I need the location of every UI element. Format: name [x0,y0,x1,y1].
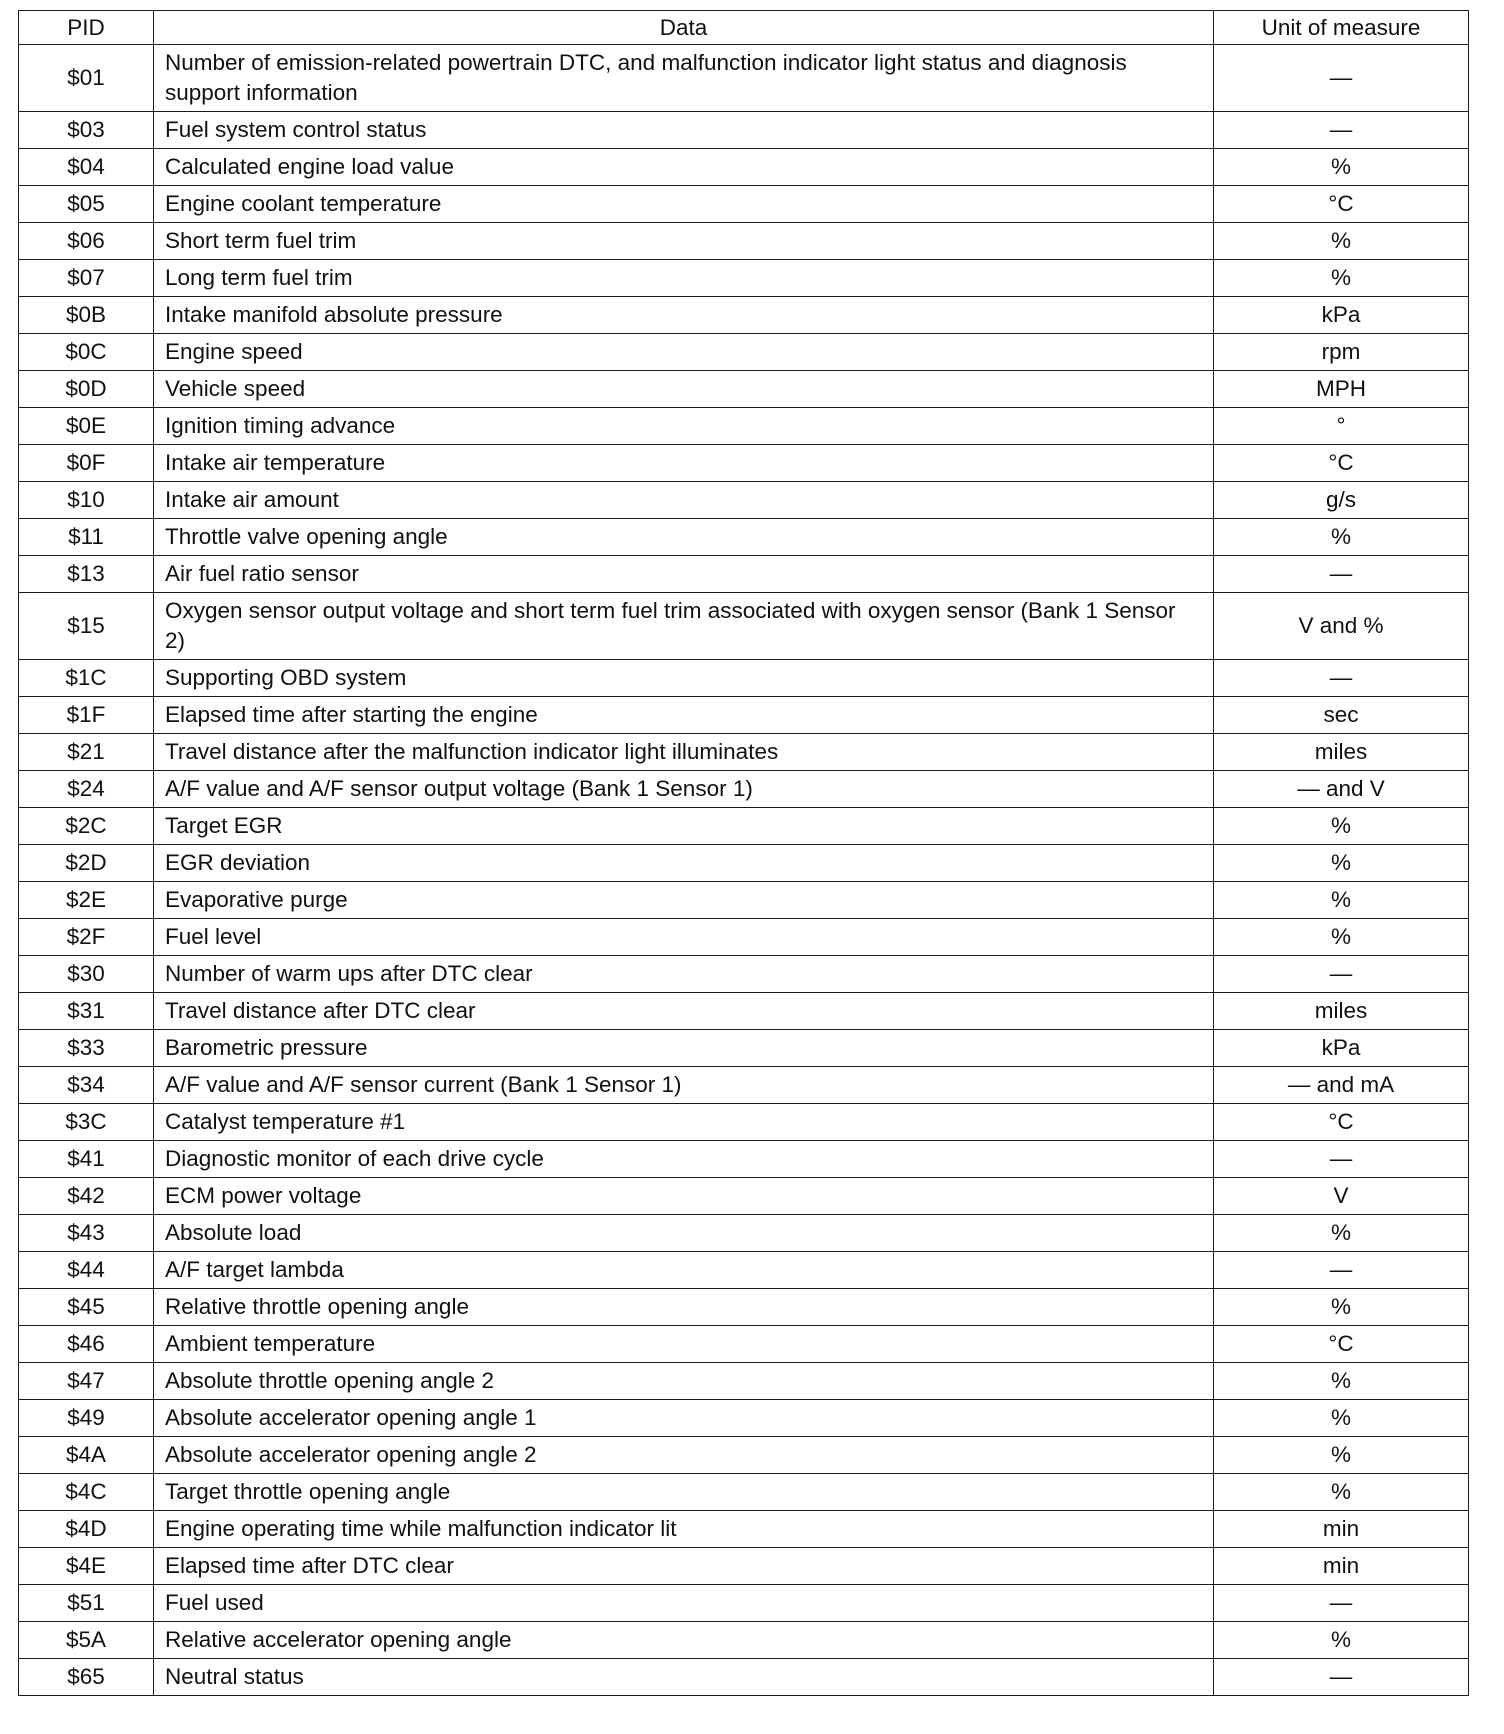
pid-cell: $0F [19,445,154,482]
pid-cell: $0D [19,371,154,408]
pid-cell: $15 [19,593,154,660]
table-row [19,1252,1469,1289]
table-row [19,45,1469,112]
table-row [19,1178,1469,1215]
pid-cell: $41 [19,1141,154,1178]
pid-cell: $34 [19,1067,154,1104]
data-cell: Fuel used [154,1585,1214,1622]
pid-cell: $49 [19,1400,154,1437]
table-row [19,1400,1469,1437]
table-row [19,1474,1469,1511]
unit-cell: — [1214,660,1469,697]
data-cell: Fuel system control status [154,112,1214,149]
table-row [19,260,1469,297]
data-cell: Evaporative purge [154,882,1214,919]
unit-cell: °C [1214,445,1469,482]
unit-cell: °C [1214,186,1469,223]
unit-cell: — [1214,556,1469,593]
unit-cell: g/s [1214,482,1469,519]
pid-cell: $43 [19,1215,154,1252]
table-row [19,734,1469,771]
data-cell: ECM power voltage [154,1178,1214,1215]
table-row [19,1511,1469,1548]
table-row [19,882,1469,919]
table-row [19,808,1469,845]
table-row [19,1548,1469,1585]
data-cell: Engine speed [154,334,1214,371]
data-cell: Throttle valve opening angle [154,519,1214,556]
unit-cell: °C [1214,1326,1469,1363]
table-row [19,1067,1469,1104]
pid-cell: $0B [19,297,154,334]
data-cell: Absolute accelerator opening angle 2 [154,1437,1214,1474]
pid-cell: $46 [19,1326,154,1363]
unit-cell: % [1214,223,1469,260]
pid-cell: $10 [19,482,154,519]
table-row [19,1363,1469,1400]
data-cell: Target throttle opening angle [154,1474,1214,1511]
data-cell: Number of emission-related powertrain DTC, and malfunction indicator light status and diagnosis support information [154,45,1214,112]
header-data: Data [154,11,1214,45]
pid-cell: $4A [19,1437,154,1474]
unit-cell: % [1214,845,1469,882]
table-row [19,593,1469,660]
unit-cell: — and mA [1214,1067,1469,1104]
table-row [19,956,1469,993]
data-cell: Number of warm ups after DTC clear [154,956,1214,993]
pid-cell: $2D [19,845,154,882]
table-row [19,1437,1469,1474]
data-cell: Vehicle speed [154,371,1214,408]
data-cell: Fuel level [154,919,1214,956]
pid-cell: $11 [19,519,154,556]
unit-cell: % [1214,1474,1469,1511]
unit-cell: — [1214,956,1469,993]
unit-cell: % [1214,1363,1469,1400]
pid-cell: $1F [19,697,154,734]
table-row [19,1104,1469,1141]
table-body [19,45,1469,1696]
unit-cell: % [1214,519,1469,556]
pid-cell: $2E [19,882,154,919]
unit-cell: % [1214,1215,1469,1252]
unit-cell: % [1214,1400,1469,1437]
table-row [19,149,1469,186]
data-cell: Air fuel ratio sensor [154,556,1214,593]
data-cell: EGR deviation [154,845,1214,882]
table-row [19,297,1469,334]
data-cell: Elapsed time after DTC clear [154,1548,1214,1585]
table-row [19,1659,1469,1696]
unit-cell: — [1214,1252,1469,1289]
pid-cell: $2F [19,919,154,956]
data-cell: Intake air temperature [154,445,1214,482]
pid-cell: $07 [19,260,154,297]
unit-cell: — and V [1214,771,1469,808]
data-cell: Engine operating time while malfunction indicator lit [154,1511,1214,1548]
table-row [19,993,1469,1030]
pid-cell: $4E [19,1548,154,1585]
pid-cell: $03 [19,112,154,149]
unit-cell: — [1214,45,1469,112]
unit-cell: kPa [1214,1030,1469,1067]
table-row [19,408,1469,445]
data-cell: Short term fuel trim [154,223,1214,260]
pid-cell: $05 [19,186,154,223]
unit-cell: sec [1214,697,1469,734]
unit-cell: MPH [1214,371,1469,408]
unit-cell: — [1214,1141,1469,1178]
data-cell: Absolute load [154,1215,1214,1252]
table-header [19,11,1469,45]
pid-table [18,10,1469,1696]
data-cell: Absolute accelerator opening angle 1 [154,1400,1214,1437]
data-cell: Calculated engine load value [154,149,1214,186]
table-row [19,1326,1469,1363]
unit-cell: % [1214,1437,1469,1474]
data-cell: Travel distance after the malfunction indicator light illuminates [154,734,1214,771]
pid-cell: $2C [19,808,154,845]
data-cell: Oxygen sensor output voltage and short term fuel trim associated with oxygen sensor (Bank 1 Sensor 2) [154,593,1214,660]
pid-cell: $47 [19,1363,154,1400]
header-row [19,11,1469,45]
pid-cell: $30 [19,956,154,993]
pid-cell: $3C [19,1104,154,1141]
pid-cell: $4C [19,1474,154,1511]
unit-cell: °C [1214,1104,1469,1141]
unit-cell: min [1214,1548,1469,1585]
unit-cell: miles [1214,734,1469,771]
unit-cell: % [1214,919,1469,956]
table-row [19,1585,1469,1622]
pid-cell: $04 [19,149,154,186]
pid-cell: $65 [19,1659,154,1696]
pid-cell: $44 [19,1252,154,1289]
table-row [19,482,1469,519]
table-row [19,1030,1469,1067]
table-row [19,1141,1469,1178]
pid-cell: $0C [19,334,154,371]
pid-cell: $13 [19,556,154,593]
unit-cell: % [1214,882,1469,919]
table-row [19,186,1469,223]
table-row [19,845,1469,882]
data-cell: Intake manifold absolute pressure [154,297,1214,334]
table-row [19,771,1469,808]
pid-cell: $5A [19,1622,154,1659]
table-row [19,660,1469,697]
table-row [19,371,1469,408]
unit-cell: V and % [1214,593,1469,660]
pid-cell: $45 [19,1289,154,1326]
data-cell: Relative accelerator opening angle [154,1622,1214,1659]
data-cell: Ambient temperature [154,1326,1214,1363]
table-row [19,223,1469,260]
pid-cell: $0E [19,408,154,445]
unit-cell: — [1214,112,1469,149]
table-row [19,919,1469,956]
data-cell: Relative throttle opening angle [154,1289,1214,1326]
pid-cell: $4D [19,1511,154,1548]
unit-cell: % [1214,1289,1469,1326]
pid-cell: $01 [19,45,154,112]
pid-cell: $31 [19,993,154,1030]
table-row [19,519,1469,556]
unit-cell: miles [1214,993,1469,1030]
data-cell: Absolute throttle opening angle 2 [154,1363,1214,1400]
table-row [19,112,1469,149]
pid-cell: $1C [19,660,154,697]
table-row [19,1215,1469,1252]
data-cell: Barometric pressure [154,1030,1214,1067]
pid-cell: $33 [19,1030,154,1067]
data-cell: Intake air amount [154,482,1214,519]
data-cell: Catalyst temperature #1 [154,1104,1214,1141]
header-unit: Unit of measure [1214,11,1469,45]
data-cell: Engine coolant temperature [154,186,1214,223]
unit-cell: % [1214,808,1469,845]
pid-cell: $06 [19,223,154,260]
table-row [19,1622,1469,1659]
data-cell: Elapsed time after starting the engine [154,697,1214,734]
unit-cell: ° [1214,408,1469,445]
unit-cell: V [1214,1178,1469,1215]
table-row [19,445,1469,482]
unit-cell: — [1214,1585,1469,1622]
table-row [19,697,1469,734]
data-cell: Ignition timing advance [154,408,1214,445]
data-cell: Travel distance after DTC clear [154,993,1214,1030]
pid-cell: $24 [19,771,154,808]
header-pid: PID [19,11,154,45]
unit-cell: rpm [1214,334,1469,371]
pid-cell: $51 [19,1585,154,1622]
unit-cell: % [1214,260,1469,297]
data-cell: Target EGR [154,808,1214,845]
unit-cell: min [1214,1511,1469,1548]
table-row [19,1289,1469,1326]
unit-cell: % [1214,1622,1469,1659]
unit-cell: % [1214,149,1469,186]
data-cell: A/F value and A/F sensor current (Bank 1 Sensor 1) [154,1067,1214,1104]
data-cell: A/F value and A/F sensor output voltage (Bank 1 Sensor 1) [154,771,1214,808]
data-cell: Supporting OBD system [154,660,1214,697]
data-cell: Long term fuel trim [154,260,1214,297]
pid-cell: $21 [19,734,154,771]
pid-cell: $42 [19,1178,154,1215]
unit-cell: kPa [1214,297,1469,334]
table-row [19,556,1469,593]
table-row [19,334,1469,371]
unit-cell: — [1214,1659,1469,1696]
data-cell: Neutral status [154,1659,1214,1696]
data-cell: Diagnostic monitor of each drive cycle [154,1141,1214,1178]
data-cell: A/F target lambda [154,1252,1214,1289]
